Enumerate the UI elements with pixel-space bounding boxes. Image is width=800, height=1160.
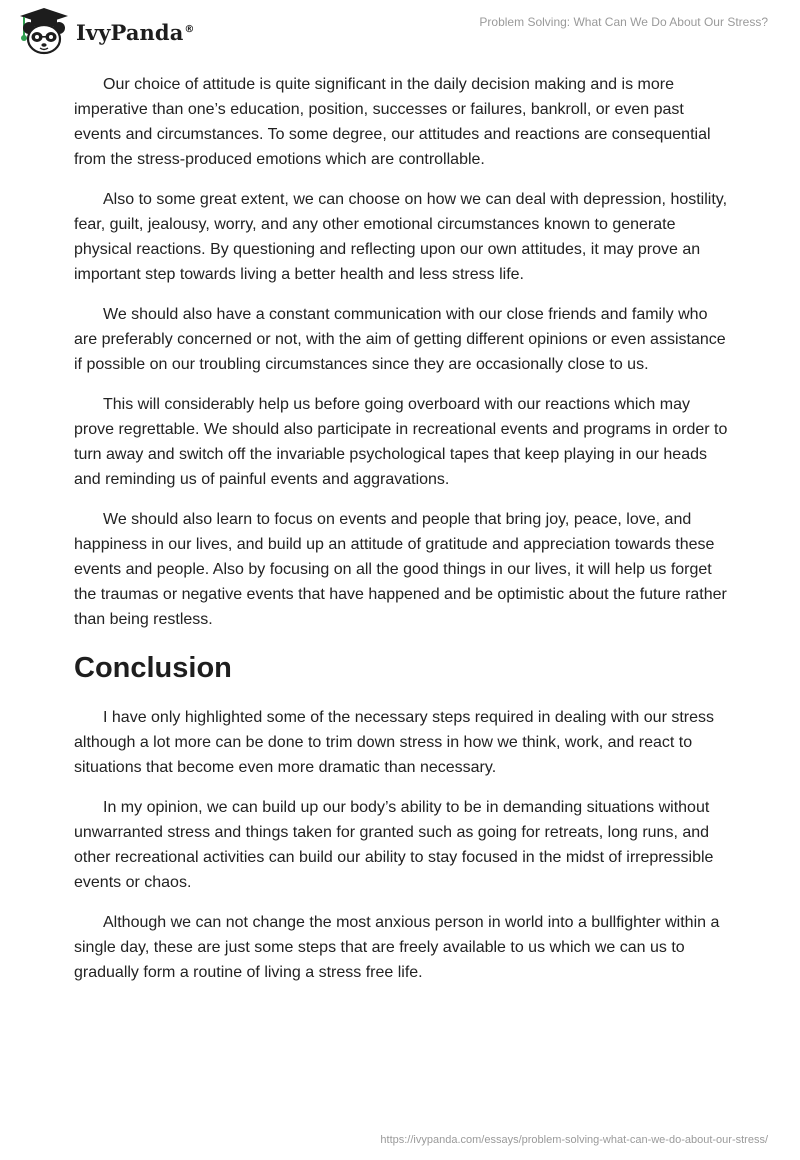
- paragraph: We should also learn to focus on events and people that bring joy, peace, love, and happiness in our lives, and build up an attitude of gratitude and appreciation towards these events and people. Also by focusing on all the good things in our lives, it will help us forget the traumas or negative events that have happened and be optimistic about the future rather than being restless.: [74, 511, 727, 628]
- paragraph: Although we can not change the most anxious person in world into a bullfighter within a single day, these are just some steps that are freely available to us which we can us to gradually form a routine of living a stress free life.: [74, 914, 720, 981]
- source-url[interactable]: https://ivypanda.com/essays/problem-solving-what-can-we-do-about-our-stress/: [380, 1134, 768, 1146]
- paragraph: I have only highlighted some of the necessary steps required in dealing with our stress although a lot more can be done to trim down stress in how we think, work, and react to situations that become even more dramatic than necessary.: [74, 709, 715, 776]
- document-title: Problem Solving: What Can We Do About Our Stress?: [479, 15, 768, 29]
- panda-logo-icon: [14, 6, 74, 56]
- brand-name: [76, 20, 195, 45]
- brand-registered-mark: ®: [184, 23, 195, 35]
- paragraph: Our choice of attitude is quite significant in the daily decision making and is more imperative than one’s education, position, successes or failures, bankroll, or even past events and circumstances. To some degree, our attitudes and reactions are consequential from the stress-produced emotions which are controllable.: [74, 76, 711, 168]
- brand-name-text: IvyPanda: [76, 19, 184, 45]
- paragraph: Also to some great extent, we can choose on how we can deal with depression, hostility, fear, guilt, jealousy, worry, and any other emotional circumstances known to generate physical reactions. By questioning and reflecting upon our own attitudes, it may prove an important step towards living a better health and less stress life.: [74, 191, 728, 283]
- essay-content: [74, 72, 728, 1000]
- paragraph: In my opinion, we can build up our body’s ability to be in demanding situations without unwarranted stress and things taken for granted such as going for retreats, long runs, and other recreational activities can build our ability to stay focused in the midst of irrepressible events or chaos.: [74, 799, 714, 891]
- paragraph: We should also have a constant communication with our close friends and family who are preferably concerned or not, with the aim of getting different opinions or even assistance if possible on our troubling circumstances since they are occasionally close to us.: [74, 306, 726, 373]
- page-header: [0, 0, 800, 66]
- brand-logo[interactable]: [14, 6, 195, 56]
- section-heading-conclusion: Conclusion: [74, 652, 232, 684]
- paragraph: This will considerably help us before going overboard with our reactions which may prove regrettable. We should also participate in recreational events and programs in order to turn away and switch off the invariable psychological tapes that keep playing in our heads and reminding us of painful events and aggravations.: [74, 396, 728, 488]
